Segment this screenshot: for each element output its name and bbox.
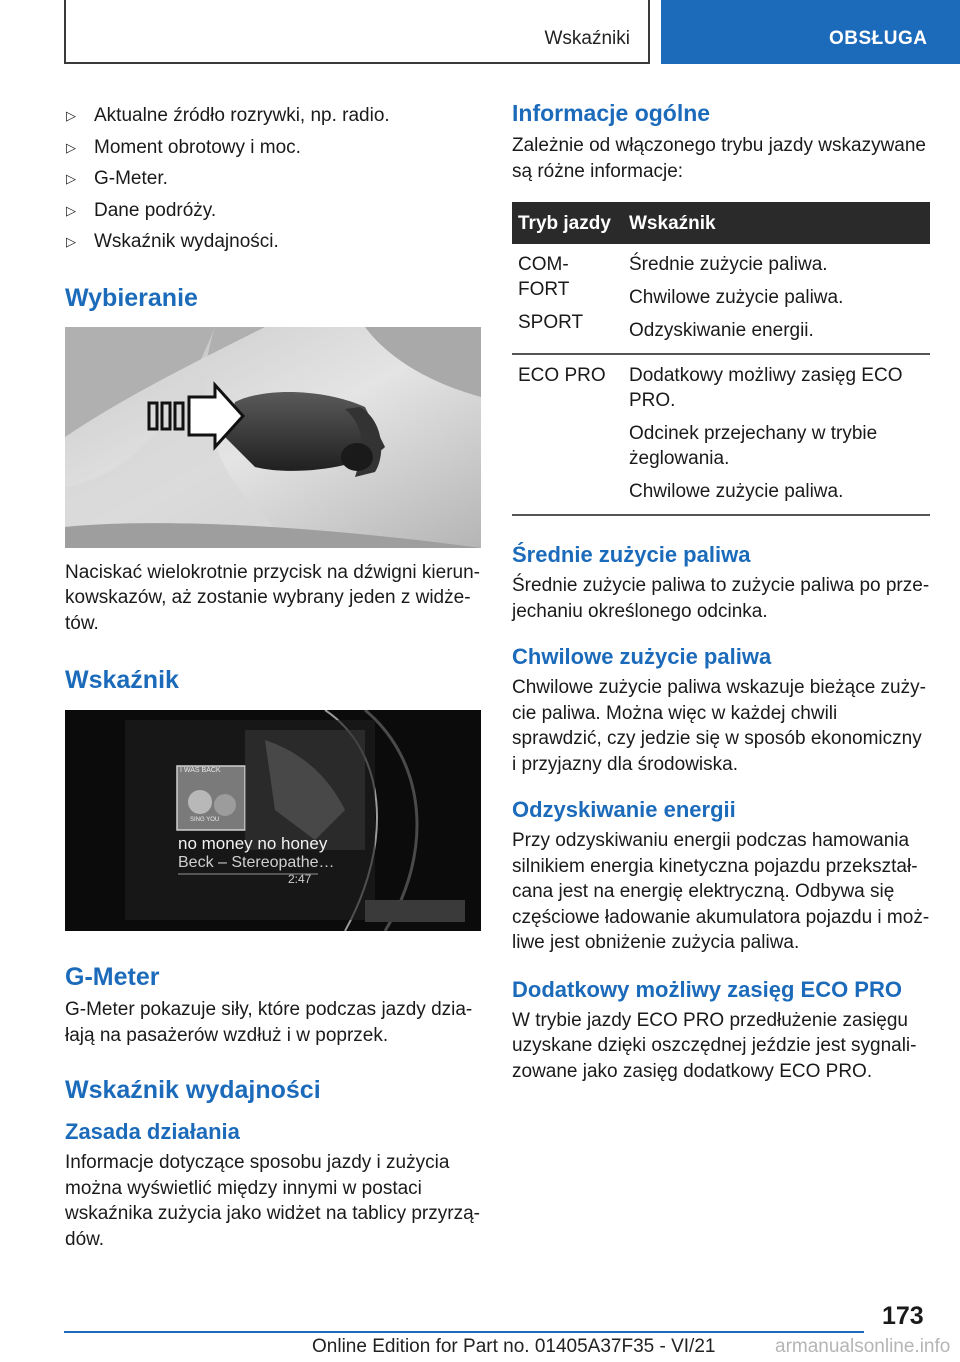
list-item: ▷ G-Meter. <box>65 163 481 195</box>
section-title: Wskaźniki <box>544 28 630 49</box>
watermark: armanualsonline.info <box>775 1336 951 1357</box>
heading-g-meter: G-Meter <box>65 963 160 991</box>
page-header <box>0 0 960 66</box>
instrument-cluster-figure <box>65 710 481 931</box>
dodatkowy-paragraph: W trybie jazdy ECO PRO przedłużenie zasięgu uzyskane dzięki oszczędnej jeździe jest sygnali-zowane jako zasięg dodatkowy ECO PRO. <box>512 1009 917 1082</box>
g-meter-paragraph: G-Meter pokazuje siły, które podczas jazdy dzia-łają na pasażerów wzdłuż i w poprzek. <box>65 999 473 1046</box>
heading-wybieranie: Wybieranie <box>65 283 198 312</box>
indicator-cell: Średnie zużycie paliwa. Chwilowe zużycie paliwa. Odzyskiwanie energii. <box>623 244 930 354</box>
track-artist: Beck – Stereopathe… <box>178 854 335 871</box>
info-paragraph: Zależnie od włączonego trybu jazdy wskazywane są różne informacje: <box>512 135 926 182</box>
widget-list <box>65 100 481 258</box>
mode-cell: COM-FORT SPORT <box>512 244 623 354</box>
section-tab <box>64 0 650 64</box>
heading-chwilowe-zuzycie: Chwilowe zużycie paliwa <box>512 644 772 669</box>
mode-cell: ECO PRO <box>512 354 623 515</box>
list-item: ▷ Dane podróży. <box>65 195 481 227</box>
lever-illustration <box>65 327 481 548</box>
cluster-display-illustration <box>65 710 481 931</box>
footer-divider <box>64 1331 864 1333</box>
right-column <box>512 100 930 1084</box>
triangle-bullet-icon: ▷ <box>66 139 76 155</box>
triangle-bullet-icon: ▷ <box>66 234 76 249</box>
table-row <box>512 244 930 354</box>
cover-caption-bottom: SING YOU <box>190 817 220 823</box>
indicator-cell: Dodatkowy możliwy zasięg ECO PRO. Odcinek przejechany w trybie żeglowania. Chwilowe zużycie paliwa. <box>623 354 930 515</box>
heading-wskaznik: Wskaźnik <box>65 666 179 694</box>
turn-signal-lever-figure <box>65 327 481 548</box>
table-header-indicator: Wskaźnik <box>623 202 930 244</box>
track-time: 2:47 <box>288 872 312 886</box>
chapter-tab <box>661 0 960 64</box>
heading-dodatkowy-zasieg: Dodatkowy możliwy zasięg ECO PRO <box>512 976 902 1002</box>
triangle-bullet-icon: ▷ <box>66 108 76 123</box>
triangle-bullet-icon: ▷ <box>66 202 76 218</box>
list-item: ▷ Moment obrotowy i moc. <box>65 132 481 164</box>
list-item: ▷ Wskaźnik wydajności. <box>65 226 481 258</box>
track-title: no money no honey <box>178 834 328 853</box>
triangle-bullet-icon: ▷ <box>66 171 76 186</box>
zasada-paragraph: Informacje dotyczące sposobu jazdy i zużycia można wyświetlić między innymi w postaci wskaźnika zużycia jako widżet na tablicy przyrzą-dów. <box>65 1152 480 1250</box>
odzyskiwanie-paragraph: Przy odzyskiwaniu energii podczas hamowania silnikiem energia kinetyczna pojazdu przekształ-cana jest na energię elektryczną. Odbywa się częściowe ładowanie akumulatora pojazdu i moż-liwe jest obniżenie zużycia paliwa. <box>512 830 930 953</box>
heading-wskaznik-wydajnosci: Wskaźnik wydajności <box>65 1076 321 1104</box>
heading-odzyskiwanie-energii: Odzyskiwanie energii <box>512 797 736 822</box>
chwilowe-paragraph: Chwilowe zużycie paliwa wskazuje bieżące zuży-cie paliwa. Można więc w każdej chwili sprawdzić, czy jedzie się w sposób ekonomiczny i przyjazny dla środowiska. <box>512 677 926 775</box>
chapter-title: OBSŁUGA <box>829 28 928 49</box>
table-row <box>512 354 930 515</box>
page-number: 173 <box>882 1302 924 1330</box>
heading-informacje-ogolne: Informacje ogólne <box>512 100 711 126</box>
list-item: ▷ Aktualne źródło rozrywki, np. radio. <box>65 100 481 132</box>
wybieranie-paragraph: Naciskać wielokrotnie przycisk na dźwigni kierun-kowskazów, aż zostanie wybrany jeden z widże-tów. <box>65 561 480 634</box>
edition-note: Online Edition for Part no. 01405A37F35 - VI/21 <box>312 1336 716 1357</box>
cover-caption-top: I WAS BACK <box>180 767 221 774</box>
driving-mode-table <box>512 202 930 516</box>
left-column <box>65 100 481 1252</box>
srednie-paragraph: Średnie zużycie paliwa to zużycie paliwa po prze-jechaniu określonego odcinka. <box>512 575 930 622</box>
heading-srednie-zuzycie: Średnie zużycie paliwa <box>512 542 751 567</box>
heading-zasada-dzialania: Zasada działania <box>65 1119 240 1144</box>
table-header-mode: Tryb jazdy <box>512 202 623 244</box>
